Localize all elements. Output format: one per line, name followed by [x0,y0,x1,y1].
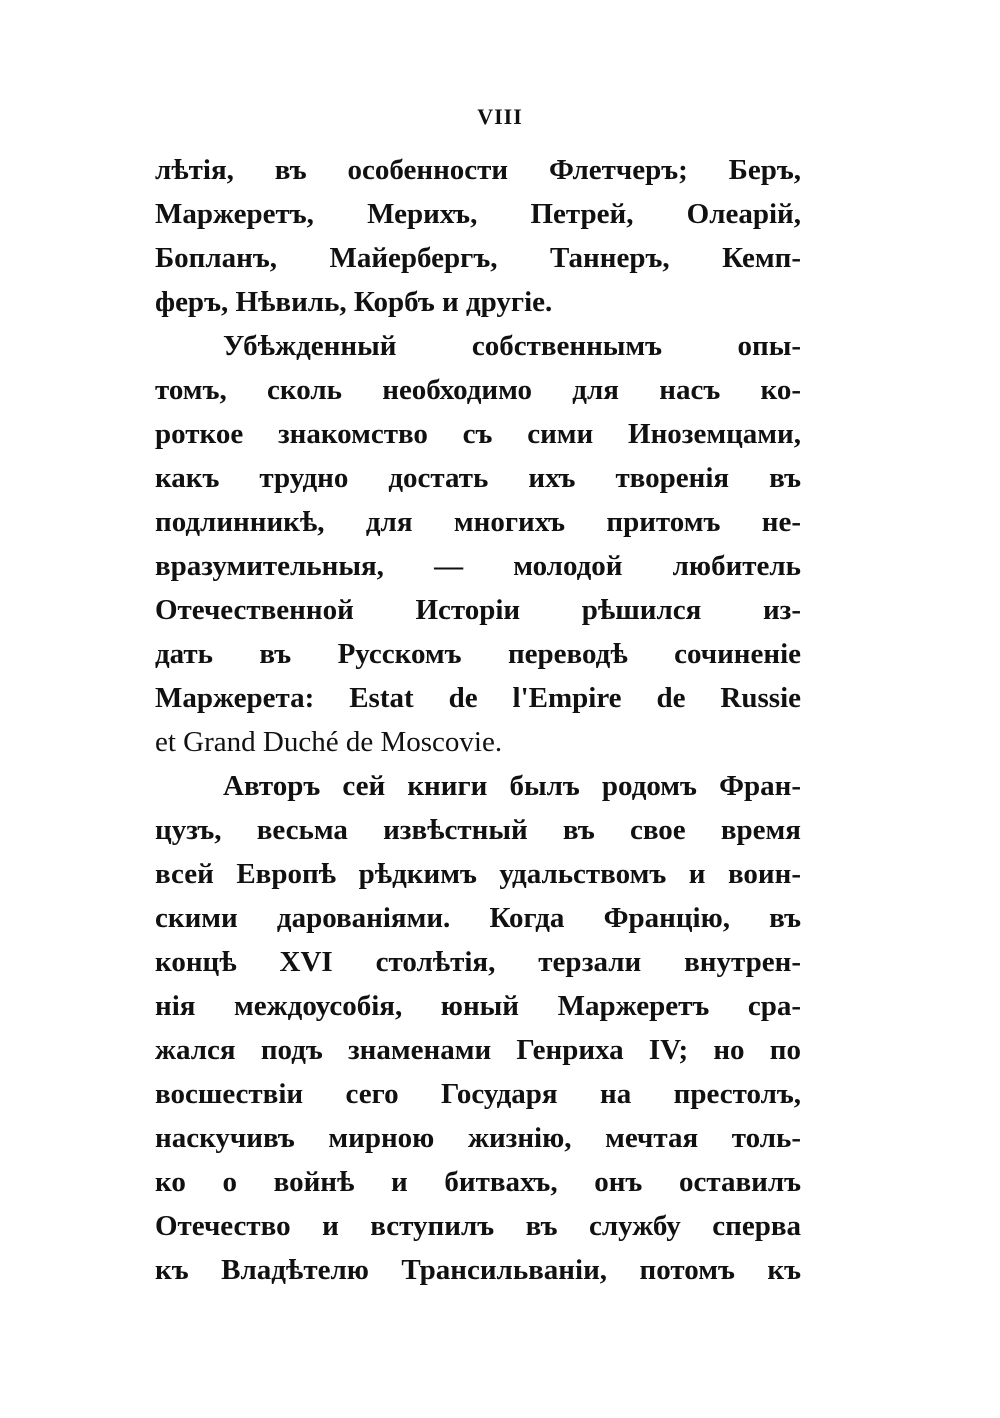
text-line: нія междоусобія, юный Маржеретъ сра- [155,990,801,1022]
text-line: всей Европѣ рѣдкимъ удальствомъ и воин- [155,858,801,890]
text-line: къ Владѣтелю Трансильваніи, потомъ къ [155,1254,801,1286]
text-line: концѣ XVI столѣтія, терзали внутрен- [155,946,801,978]
text-line: какъ трудно достать ихъ творенія въ [155,462,801,494]
text-line: ко о войнѣ и битвахъ, онъ оставилъ [155,1166,801,1198]
body-text [155,148,801,1292]
text-line: восшествіи сего Государя на престолъ, [155,1078,801,1110]
text-line: скими дарованіями. Когда Францію, въ [155,902,801,934]
text-line: et Grand Duché de Moscovie. [155,726,503,758]
text-line: дать въ Русскомъ переводѣ сочиненіе [155,638,801,670]
text-line: подлинникѣ, для многихъ притомъ не- [155,506,801,538]
text-line: Отечество и вступилъ въ службу сперва [155,1210,801,1242]
text-line: Отечественной Исторіи рѣшился из- [155,594,801,626]
text-line: томъ, сколь необходимо для насъ ко- [155,374,801,406]
page-number: VIII [477,104,523,129]
text-line: наскучивъ мирною жизнію, мечтая толь- [155,1122,801,1154]
text-line: Авторъ сей книги былъ родомъ Фран- [223,770,801,802]
text-line: роткое знакомство съ сими Иноземцами, [155,418,801,450]
text-line: жался подъ знаменами Генриха IV; но по [155,1034,801,1066]
text-line: Маржеретъ, Мерихъ, Петрей, Олеарій, [155,198,801,230]
text-line: лѣтія, въ особенности Флетчеръ; Беръ, [155,154,801,186]
text-line: Маржерета: Estat de l'Empire de Russie [155,682,801,714]
text-line: цузъ, весьма извѣстный въ свое время [155,814,801,846]
text-line: Убѣжденный собственнымъ опы- [223,330,801,362]
text-line: вразумительныя, — молодой любитель [155,550,801,582]
text-line: феръ, Нѣвиль, Корбъ и другіе. [155,286,553,318]
text-line: Бопланъ, Майербергъ, Таннеръ, Кемп- [155,242,801,274]
